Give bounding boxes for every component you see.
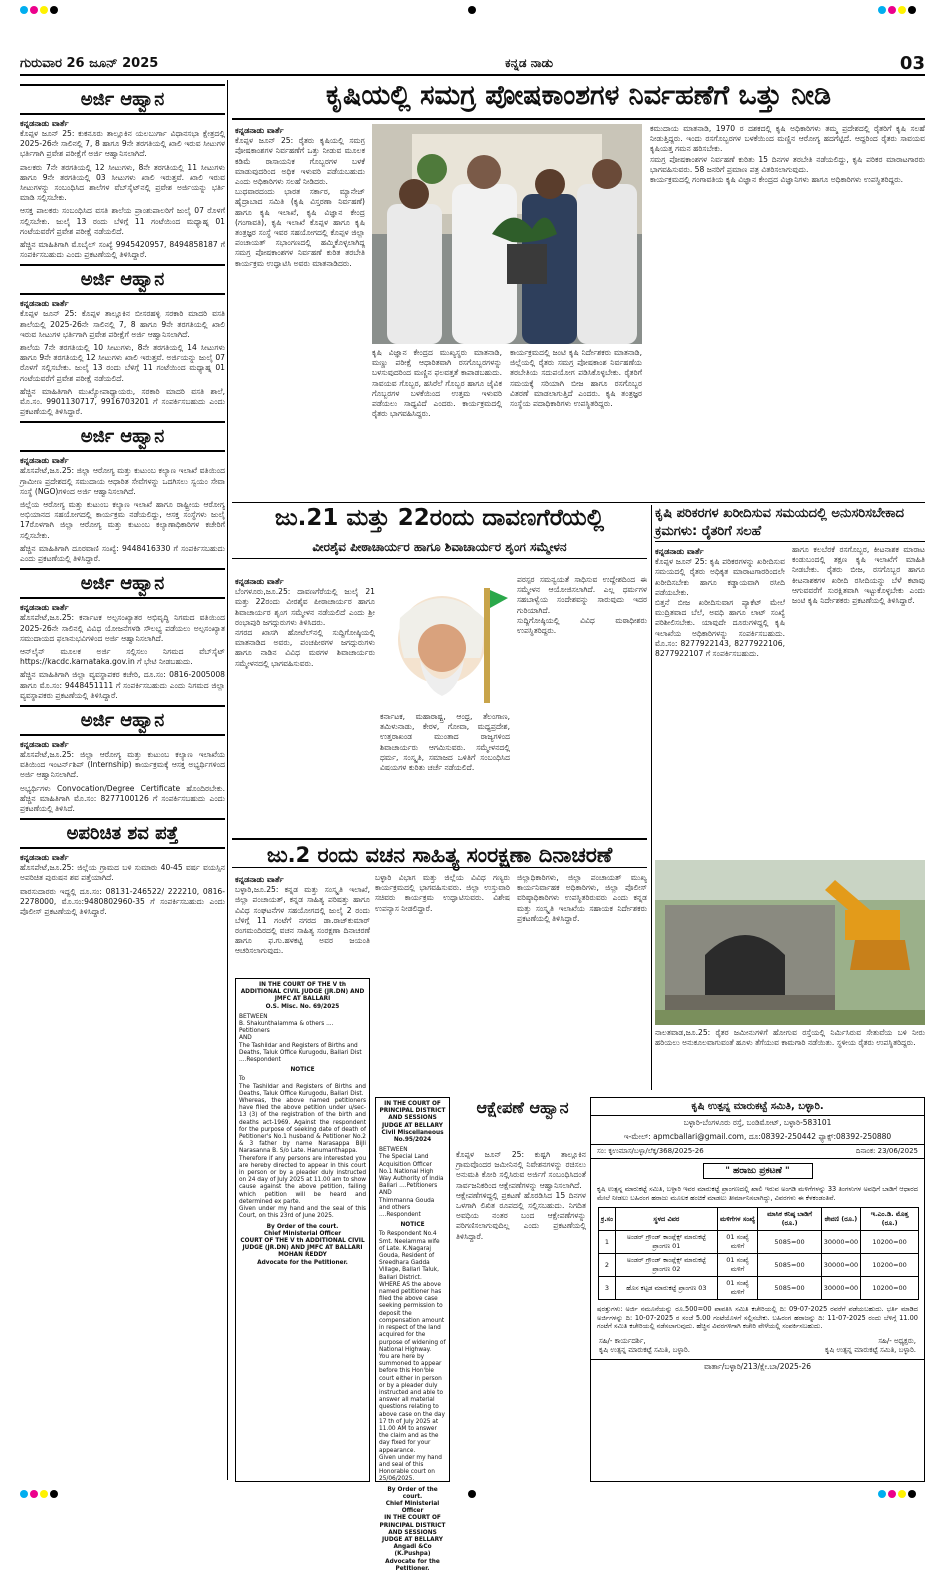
apmc-address: ಬಳ್ಳಾರಿ-ಬೆಂಗಳೂರು ರಸ್ತೆ, ಬಂಡಿಮೋಟ್, ಬಳ್ಳಾರಿ-583101 (683, 1118, 832, 1127)
table-row (599, 1254, 919, 1277)
article2-column-1: ಕನ್ನಡನಾಡು ವಾರ್ತೆ ಬೆಂಗಳೂರು,ಜೂ.25: ದಾವಣಗೆರೆಯಲ್ಲಿ ಜುಲೈ 21 ಮತ್ತು 22ರಂದು ವೀರಶೈವ ಪೀಠಾಚಾರ್ಯರ ಹಾಗೂ ಶಿವಾಚಾರ್ಯರ ಶೃಂಗ ಸಮ್ಮೇಳನ ನಡೆಯಲಿದೆ ಎಂದು ಶ್ರೀ ರಂಭಾಪುರಿ ಜಗದ್ಗುರುಗಳು ತಿಳಿಸಿದರು. ನಗರದ ಖಾಸಗಿ ಹೋಟೆಲ್‌ನಲ್ಲಿ ಸುದ್ದಿಗೋಷ್ಠಿಯಲ್ಲಿ ಮಾತನಾಡಿದ ಅವರು, ಪಂಚಪೀಠಗಳ ಜಗದ್ಗುರುಗಳು ಹಾಗೂ ನಾಡಿನ ವಿವಿಧ ಮಠಗಳ ಶಿವಾಚಾರ್ಯರು ಸಮ್ಮೇಳನದಲ್ಲಿ ಭಾಗವಹಿಸುವರು. (235, 577, 375, 668)
apmc-date: ದಿನಾಂಕ: 23/06/2025 (855, 1147, 918, 1155)
apmc-sign-left: ಸಹಿ/- ಕಾರ್ಯದರ್ಶಿ, ಕೃಷಿ ಉತ್ಪನ್ನ ಮಾರುಕಟ್ಟೆ ಸಮಿತಿ, ಬಳ್ಳಾರಿ. (599, 1336, 690, 1354)
notice-byline: ಕನ್ನಡನಾಡು ವಾರ್ತೆ (20, 299, 69, 309)
left-notice (20, 705, 225, 814)
table-header: ಸ್ಥಳದ ವಿವರ (616, 1208, 718, 1231)
left-notice (20, 421, 225, 564)
article2-portrait (380, 578, 510, 708)
article4-column-1: ಕನ್ನಡನಾಡು ವಾರ್ತೆ ಬಳ್ಳಾರಿ,ಜೂ.25: ಕನ್ನಡ ಮತ್ತು ಸಂಸ್ಕೃತಿ ಇಲಾಖೆ, ಜಿಲ್ಲಾ ಪಂಚಾಯತ್, ಕನ್ನಡ ಸಾಹಿತ್ಯ ಪರಿಷತ್ತು ಹಾಗೂ ವಿವಿಧ ಸಂಘಟನೆಗಳ ಸಹಯೋಗದಲ್ಲಿ ಜುಲೈ 2 ರಂದು ಬೆಳಿಗ್ಗೆ 11 ಗಂಟೆಗೆ ನಗರದ ಡಾ.ರಾಜ್‌ಕುಮಾರ್ ರಂಗಮಂದಿರದಲ್ಲಿ ವಚನ ಸಾಹಿತ್ಯ ಸಂರಕ್ಷಣಾ ದಿನಾಚರಣೆ ಹಾಗೂ ಫ.ಗು.ಹಳಕಟ್ಟಿ ಅವರ ಜಯಂತಿ ಆಚರಿಸಲಾಗುವುದು. (235, 875, 370, 956)
notice-title: ಅರ್ಜಿ ಆಹ್ವಾನ (20, 705, 225, 736)
article1-column-1: ಕನ್ನಡನಾಡು ವಾರ್ತೆ ಕೊಪ್ಪಳ ಜೂನ್ 25: ರೈತರು ಕೃಷಿಯಲ್ಲಿ ಸಮಗ್ರ ಪೋಷಕಾಂಶಗಳ ನಿರ್ವಹಣೆಗೆ ಒತ್ತು ನೀಡುವ ಮೂಲಕ ಕಡಿಮೆ ರಾಸಾಯನಿಕ ಗೊಬ್ಬರಗಳ ಬಳಕೆ ಮಾಡುವುದರಿಂದ ಅಧಿಕ ಇಳುವರಿ ಪಡೆಯಬಹುದು ಎಂದು ಅಧಿಕಾರಿಗಳು ಸಲಹೆ ನೀಡಿದರು. ಬುಧವಾರದಂದು ಭಾರತ ಸರ್ಕಾರ, ಮ್ಯಾನೇಜ್ ಹೈದ್ರಾಬಾದ ಸಮಿತಿ (ಕೃಷಿ ವಿಸ್ತರಣಾ ನಿರ್ವಹಣೆ) ಹಾಗೂ ಕೃಷಿ ಇಲಾಖೆ, ಕೃಷಿ ವಿಜ್ಞಾನ ಕೇಂದ್ರ (ಗಂಗಾವತಿ), ಕೃಷಿ ಇಲಾಖೆ ಕೊಪ್ಪಳ ಹಾಗೂ ಕೃಷಿ ತಂತ್ರಜ್ಞರ ಸಂಸ್ಥೆ ಇವರ ಸಹಯೋಗದಲ್ಲಿ ಕೊಪ್ಪಳ ಜಿಲ್ಲಾ ಪಂಚಾಯತ್ ಸಭಾಂಗಣದಲ್ಲಿ ಹಮ್ಮಿಕೊಳ್ಳಲಾಗಿದ್ದ ಸಮಗ್ರ ಪೋಷಕಾಂಶಗಳ ನಿರ್ವಹಣೆ ಕುರಿತ ತರಬೇತಿ ಕಾರ್ಯಕ್ರಮ ಉದ್ಘಾಟಿಸಿ ಅವರು ಮಾತನಾಡಿದರು. (235, 126, 365, 268)
notice-title: ಅರ್ಜಿ ಆಹ್ವಾನ (20, 568, 225, 599)
table-cell: 2 (599, 1254, 616, 1277)
registration-marks-top (0, 6, 945, 18)
article2-column-2: ಕರ್ನಾಟಕ, ಮಹಾರಾಷ್ಟ್ರ, ಆಂಧ್ರ, ತೆಲಂಗಾಣ, ತಮಿಳುನಾಡು, ಕೇರಳ, ಗೋವಾ, ಮಧ್ಯಪ್ರದೇಶ, ಉತ್ತರಾಖಂಡ ಮುಂತಾದ ರಾಜ್ಯಗಳಿಂದ ಶಿವಾಚಾರ್ಯರು ಆಗಮಿಸುವರು. ಸಮ್ಮೇಳನದಲ್ಲಿ ಧರ್ಮ, ಸಂಸ್ಕೃತಿ, ಸಮಾಜದ ಒಳಿತಿಗೆ ಸಂಬಂಧಿಸಿದ ವಿಷಯಗಳ ಕುರಿತು ಚರ್ಚೆ ನಡೆಯಲಿದೆ. (380, 712, 510, 773)
table-cell: 5085=00 (758, 1231, 821, 1254)
notice-paragraph: ಹೆಚ್ಚಿನ ಮಾಹಿತಿಗಾಗಿ ಮೊಬೈಲ್ ಸಂಖ್ಯೆ 9945420957, 8494858187 ಗೆ ಸಂಪರ್ಕಿಸಬಹುದು ಎಂದು ಪ್ರಕಟಣೆಯಲ್ಲಿ ತಿಳಿಸಿದ್ದಾರೆ. (20, 240, 225, 260)
article3-column-1: ಕನ್ನಡನಾಡು ವಾರ್ತೆ ಕೊಪ್ಪಳ ಜೂನ್ 25: ಕೃಷಿ ಪರಿಕರಗಳನ್ನು ಖರೀದಿಸುವ ಸಮಯದಲ್ಲಿ ರೈತರು ಅಧಿಕೃತ ಮಾರಾಟಗಾರರಿಂದಲೇ ಖರೀದಿಸಬೇಕು ಹಾಗೂ ಕಡ್ಡಾಯವಾಗಿ ರಸೀದಿ ಪಡೆಯಬೇಕು. ಬಿತ್ತನೆ ಬೀಜ ಖರೀದಿಸುವಾಗ ಪ್ಯಾಕೆಟ್ ಮೇಲೆ ಮುದ್ರಿತವಾದ ಬೆಲೆ, ಅವಧಿ ಹಾಗೂ ಲಾಟ್ ಸಂಖ್ಯೆ ಪರಿಶೀಲಿಸಬೇಕು. ಯಾವುದೇ ದೂರುಗಳಿದ್ದಲ್ಲಿ ಕೃಷಿ ಇಲಾಖೆಯ ಅಧಿಕಾರಿಗಳನ್ನು ಸಂಪರ್ಕಿಸಬಹುದು. ಮೊ.ಸಂ: 8277922143, 8277922106, 8277922107 ಗೆ ಸಂಪರ್ಕಿಸಬಹುದು. (655, 547, 785, 659)
notice-byline: ಕನ್ನಡನಾಡು ವಾರ್ತೆ (20, 119, 69, 128)
table-row (599, 1231, 919, 1254)
table-cell: ಅಂಡರ್ ಗ್ರೌಂಡ್ ಕಾಂಪ್ಲೆಕ್ಸ್ ಮಾರುಕಟ್ಟೆ ಪ್ರಾಂಗಣ 01 (616, 1231, 718, 1254)
table-cell: 5085=00 (758, 1277, 821, 1300)
notice-paragraph: ಕೊಪ್ಪಳ ಜೂನ್ 25: ಕೊಪ್ಪಳ ತಾಲ್ಲೂಕಿನ ಬೀಸರಹಳ್ಳಿ ಸರಕಾರಿ ಮಾದರಿ ವಸತಿ ಶಾಲೆಯಲ್ಲಿ 2025-26ನೇ ಸಾಲಿನಲ್ಲಿ 7, 8 ಹಾಗೂ 9ನೇ ತರಗತಿಯಲ್ಲಿ ಖಾಲಿ ಇರುವ ಸೀಟುಗಳ ಭರ್ತಿಗಾಗಿ ಪ್ರವೇಶ ಪರೀಕ್ಷೆಗೆ ಅರ್ಜಿ ಆಹ್ವಾನಿಸಲಾಗಿದೆ. (20, 309, 225, 339)
article3-photo (655, 860, 925, 1025)
notice-title: ಅರ್ಜಿ ಆಹ್ವಾನ (20, 84, 225, 115)
left-notice (20, 84, 225, 260)
table-cell: 10200=00 (861, 1254, 919, 1277)
table-header: ಕ್ರ.ಸಂ (599, 1208, 616, 1231)
notice-paragraph: ಆನ್‌ಲೈನ್ ಮೂಲಕ ಅರ್ಜಿ ಸಲ್ಲಿಸಲು ನಿಗಮದ ವೆಬ್‌ಸೈಟ್ https://kacdc.karnataka.gov.in ಗೆ ಭೇಟಿ ನೀಡಬಹುದು. (20, 646, 225, 667)
article3-column-2: ಹಾಗೂ ಕಲಬೆರಕೆ ರಸಗೊಬ್ಬರ, ಕೀಟನಾಶಕ ಮಾರಾಟ ಕಂಡುಬಂದಲ್ಲಿ ತಕ್ಷಣ ಕೃಷಿ ಇಲಾಖೆಗೆ ಮಾಹಿತಿ ನೀಡಬೇಕು. ರೈತರು ಬೀಜ, ರಸಗೊಬ್ಬರ ಹಾಗೂ ಕೀಟನಾಶಕಗಳ ಖರೀದಿ ರಸೀದಿಯನ್ನು ಬೆಳೆ ಕಟಾವು ಆಗುವವರೆಗೆ ಸುರಕ್ಷಿತವಾಗಿ ಇಟ್ಟುಕೊಳ್ಳಬೇಕು ಎಂದು ಜಂಟಿ ಕೃಷಿ ನಿರ್ದೇಶಕರು ಪ್ರಕಟಣೆಯಲ್ಲಿ ತಿಳಿಸಿದ್ದಾರೆ. (792, 545, 925, 606)
notice-paragraph: ಹೆಚ್ಚಿನ ಮಾಹಿತಿಗಾಗಿ ಮುಖ್ಯೋಪಾಧ್ಯಾಯರು, ಸರಕಾರಿ ಮಾದರಿ ವಸತಿ ಶಾಲೆ, ಮೊ.ಸಂ. 9901130717, 9916703201 ಗೆ ಸಂಪರ್ಕಿಸಬಹುದು ಎಂದು ಪ್ರಕಟಣೆಯಲ್ಲಿ ತಿಳಿಸಿದ್ದಾರೆ. (20, 386, 225, 417)
apmc-ref-number: ಸಂ: ಕೃಉಮಾಸ/ಬಳ್ಳಾ/ಲೆಕ್ಕ/368/2025-26 (597, 1147, 704, 1155)
notice-title: ಅಪರಿಚಿತ ಶವ ಪತ್ತೆ (20, 818, 225, 849)
article1-headline: ಕೃಷಿಯಲ್ಲಿ ಸಮಗ್ರ ಪೋಷಕಾಂಶಗಳ ನಿರ್ವಹಣೆಗೆ ಒತ್ತು ನೀಡಿ (232, 80, 925, 120)
left-notice (20, 568, 225, 701)
page-header (20, 52, 925, 76)
table-header: ಇ.ಎಂ.ಡಿ. ಮೊತ್ತ (ರೂ.) (861, 1208, 919, 1231)
notice-byline: ಕನ್ನಡನಾಡು ವಾರ್ತೆ (20, 853, 69, 863)
issue-date: ಗುರುವಾರ 26 ಜೂನ್ 2025 (20, 55, 159, 71)
notice-byline: ಕನ್ನಡನಾಡು ವಾರ್ತೆ (20, 456, 69, 466)
table-header: ಠೇವಣಿ (ರೂ.) (821, 1208, 860, 1231)
table-cell: 5085=00 (758, 1254, 821, 1277)
table-cell: ಅಂಡರ್ ಗ್ರೌಂಡ್ ಕಾಂಪ್ಲೆಕ್ಸ್ ಮಾರುಕಟ್ಟೆ ಪ್ರಾಂಗಣ 02 (616, 1254, 718, 1277)
table-cell: 30000=00 (821, 1277, 860, 1300)
notice-paragraph: ವಾರಸುದಾರರು ಇದ್ದಲ್ಲಿ ದೂ.ಸಂ: 08131-246522/ 222210, 0816-2278000, ಮೊ.ಸಂ:9480802960-35 ಗೆ ಸಂಪರ್ಕಿಸಬಹುದು ಎಂದು ಪೊಲೀಸ್ ಪ್ರಕಟಣೆಯಲ್ಲಿ ತಿಳಿಸಿದ್ದಾರೆ. (20, 886, 225, 916)
article2-column-3: ಪರಸ್ಪರ ಸಮನ್ವಯತೆ ಸಾಧಿಸುವ ಉದ್ದೇಶದಿಂದ ಈ ಸಮ್ಮೇಳನ ಆಯೋಜಿಸಲಾಗಿದೆ. ಎಲ್ಲ ಧರ್ಮಗಳ ಸಹಬಾಳ್ವೆಯ ಸಂದೇಶವನ್ನು ಸಾರುವುದು ಇದರ ಗುರಿಯಾಗಿದೆ. ಸುದ್ದಿಗೋಷ್ಠಿಯಲ್ಲಿ ವಿವಿಧ ಮಠಾಧೀಶರು ಉಪಸ್ಥಿತರಿದ್ದರು. (517, 575, 647, 636)
article2-headline: ಜು.21 ಮತ್ತು 22ರಂದು ದಾವಣಗೆರೆಯಲ್ಲಿ (274, 505, 605, 531)
notice-paragraph: ಕೊಪ್ಪಳ ಜೂನ್ 25: ಕುಕನೂರು ತಾಲ್ಲೂಕಿನ ಯಲಬುರ್ಗಾ ವಿಧಾನಸಭಾ ಕ್ಷೇತ್ರದಲ್ಲಿ 2025-26ನೇ ಸಾಲಿನಲ್ಲಿ 7, 8 ಹಾಗೂ 9ನೇ ತರಗತಿಯಲ್ಲಿ ಖಾಲಿ ಇರುವ ಸೀಟುಗಳ ಭರ್ತಿಗಾಗಿ ಪ್ರವೇಶ ಪರೀಕ್ಷೆಗೆ ಅರ್ಜಿ ಆಹ್ವಾನಿಸಲಾಗಿದೆ. (20, 129, 225, 159)
article1-column-2: ಕೃಷಿ ವಿಜ್ಞಾನ ಕೇಂದ್ರದ ಮುಖ್ಯಸ್ಥರು ಮಾತನಾಡಿ, ಮಣ್ಣು ಪರೀಕ್ಷೆ ಆಧಾರಿತವಾಗಿ ರಸಗೊಬ್ಬರಗಳನ್ನು ಬಳಸುವುದರಿಂದ ಮಣ್ಣಿನ ಫಲವತ್ತತೆ ಕಾಪಾಡಬಹುದು. ಸಾವಯವ ಗೊಬ್ಬರ, ಹಸಿರೆಲೆ ಗೊಬ್ಬರ ಹಾಗೂ ಜೈವಿಕ ಗೊಬ್ಬರಗಳ ಬಳಕೆಯಿಂದ ಉತ್ತಮ ಇಳುವರಿ ಪಡೆಯಲು ಸಾಧ್ಯವಿದೆ ಎಂದರು. ಕಾರ್ಯಕ್ರಮದಲ್ಲಿ ರೈತರು ಭಾಗವಹಿಸಿದ್ದರು. (372, 348, 502, 419)
apmc-shops-table (598, 1207, 919, 1300)
left-notice (20, 264, 225, 417)
objection-notice-title: ಆಕ್ಷೇಪಣೆ ಆಹ್ವಾನ (476, 1098, 569, 1117)
notice-byline: ಕನ್ನಡನಾಡು ವಾರ್ತೆ (20, 739, 69, 749)
table-cell: 10200=00 (861, 1277, 919, 1300)
article3-headline: ಕೃಷಿ ಪರಿಕರಗಳ ಖರೀದಿಸುವ ಸಮಯದಲ್ಲಿ ಅನುಸರಿಸಬೇಕಾದ ಕ್ರಮಗಳು: ರೈತರಿಗೆ ಸಲಹೆ (655, 505, 925, 542)
table-cell: ಹೊಸ ಕಟ್ಟಡ ಮಾರುಕಟ್ಟೆ ಪ್ರಾಂಗಣ 03 (616, 1277, 718, 1300)
notice-paragraph: ಆಸಕ್ತ ಪಾಲಕರು ಸಂಬಂಧಿಸಿದ ವಸತಿ ಶಾಲೆಯ ಪ್ರಾಂಶುಪಾಲರಿಗೆ ಜುಲೈ 07 ರೊಳಗೆ ಸಲ್ಲಿಸಬೇಕು. ಜುಲೈ 13 ರಂದು ಬೆಳಿಗ್ಗೆ 11 ಗಂಟೆಯಿಂದ ಮಧ್ಯಾಹ್ನ 01 ಗಂಟೆಯವರೆಗೆ ಪ್ರವೇಶ ಪರೀಕ್ಷೆ ನಡೆಯಲಿದೆ. (20, 206, 225, 236)
apmc-contact: ಇ-ಮೇಲ್: apmcballari@gmail.com, ದೂ:08392-250442 ಫ್ಯಾಕ್ಸ್:08392-250880 (623, 1132, 892, 1141)
table-cell: 01 ಸಂಖ್ಯೆ ಮಳಿಗೆ (717, 1277, 758, 1300)
apmc-intro: ಕೃಷಿ ಉತ್ಪನ್ನ ಮಾರುಕಟ್ಟೆ ಸಮಿತಿ, ಬಳ್ಳಾರಿ ಇವರ ಮಾರುಕಟ್ಟೆ ಪ್ರಾಂಗಣದಲ್ಲಿ ಖಾಲಿ ಇರುವ ಅಂಗಡಿ ಮಳಿಗೆಗಳನ್ನು 33 ತಿಂಗಳುಗಳ ಅವಧಿಗೆ ಬಾಡಿಗೆ ಆಧಾರದ ಮೇಲೆ ನೀಡಲು ಬಹಿರಂಗ ಹರಾಜು ಮೂಲಕ ಹಂಚಿಕೆ ಮಾಡಲು ತೀರ್ಮಾನಿಸಲಾಗಿದ್ದು, ವಿವರಗಳು ಈ ಕೆಳಕಂಡಂತಿವೆ. (597, 1185, 918, 1202)
notice-paragraph: ಹೆಚ್ಚಿನ ಮಾಹಿತಿಗಾಗಿ ಜಿಲ್ಲಾ ವ್ಯವಸ್ಥಾಪಕರ ಕಚೇರಿ, ದೂ.ಸಂ: 0816-2005008 ಹಾಗೂ ಮೊ.ಸಂ: 9448451111 ಗೆ ಸಂಪರ್ಕಿಸಬಹುದು ಎಂದು ನಿಗಮದ ಜಿಲ್ಲಾ ವ್ಯವಸ್ಥಾಪಕರು ಪ್ರಕಟಣೆಯಲ್ಲಿ ತಿಳಿಸಿದ್ದಾರೆ. (20, 670, 225, 700)
article2-subheadline: ವೀರಶೈವ ಪೀಠಾಚಾರ್ಯರ ಹಾಗೂ ಶಿವಾಚಾರ್ಯರ ಶೃಂಗ ಸಮ್ಮೇಳನ (232, 540, 647, 559)
notice-byline: ಕನ್ನಡನಾಡು ವಾರ್ತೆ (20, 603, 69, 613)
notice-title: ಅರ್ಜಿ ಆಹ್ವಾನ (20, 421, 225, 452)
apmc-sign-right: ಸಹಿ/- ಅಧ್ಯಕ್ಷರು, ಕೃಷಿ ಉತ್ಪನ್ನ ಮಾರುಕಟ್ಟೆ ಸಮಿತಿ, ಬಳ್ಳಾರಿ. (825, 1336, 916, 1354)
column-divider (227, 80, 228, 1480)
notice-paragraph: ಪಾಲಕರು 7ನೇ ತರಗತಿಯಲ್ಲಿ 12 ಸೀಟುಗಳು, 8ನೇ ತರಗತಿಯಲ್ಲಿ 11 ಸೀಟುಗಳು ಹಾಗೂ 9ನೇ ತರಗತಿಯಲ್ಲಿ 03 ಸೀಟುಗಳು ಖಾಲಿ ಇರುತ್ತವೆ. ಖಾಲಿ ಇರುವ ಸೀಟುಗಳನ್ನು ಸಂಬಂಧಿಸಿದ ಶಾಲೆಗಳ ವೆಬ್‌ಸೈಟ್‌ನಲ್ಲಿ ಪ್ರವೇಶ ಅರ್ಜಿಯನ್ನು ಭರ್ತಿ ಮಾಡಿ ಸಲ್ಲಿಸಬೇಕು. (20, 162, 225, 203)
table-cell: 1 (599, 1231, 616, 1254)
table-cell: 01 ಸಂಖ್ಯೆ ಮಳಿಗೆ (717, 1254, 758, 1277)
apmc-terms: ಷರತ್ತುಗಳು: ಅರ್ಜಿ ನಮೂನೆಯನ್ನು ರೂ.500=00 ಪಾವತಿಸಿ ಸಮಿತಿ ಕಚೇರಿಯಲ್ಲಿ ದಿ: 09-07-2025 ರವರೆಗೆ ಪಡೆಯಬಹುದು. ಭರ್ತಿ ಮಾಡಿದ ಅರ್ಜಿಗಳನ್ನು ದಿ: 10-07-2025 ರ ಸಂಜೆ 5.00 ಗಂಟೆಯೊಳಗೆ ಸಲ್ಲಿಸಬೇಕು. ಬಹಿರಂಗ ಹರಾಜನ್ನು ದಿ: 11-07-2025 ರಂದು ಬೆಳಿಗ್ಗೆ 11.00 ಗಂಟೆಗೆ ಸಮಿತಿ ಕಚೇರಿಯಲ್ಲಿ ನಡೆಸಲಾಗುವುದು. ಹೆಚ್ಚಿನ ವಿವರಗಳಿಗಾಗಿ ಕಚೇರಿ ವೇಳೆಯಲ್ಲಿ ಸಂಪರ್ಕಿಸಬಹುದು. (597, 1305, 918, 1331)
apmc-title: ಕೃಷಿ ಉತ್ಪನ್ನ ಮಾರುಕಟ್ಟೆ ಸಮಿತಿ, ಬಳ್ಳಾರಿ. (591, 1098, 924, 1116)
court-notice-2: IN THE COURT OF PRINCIPAL DISTRICT AND SESSIONS JUDGE AT BELLARY Civil Miscellaneous No.95/2024 BETWEEN The Special Land Acquisition Officer No.1 National High Way Authority of India Ballari ....Petitioners AND Thimmanna Gouda and others ....Respondent NOTICE To Respondent No.4 Smt. Neelamma wife of Late. K.Nagaraj Gouda, Resident of Sreedhara Gadda Village, Ballari Taluk, Ballari District. WHERE AS the above named petitioner has filed the above case seeking permission to deposit the compensation amount in respect of the land acquired for the purpose of widening of National Highway. You are here by summoned to appear before this Hon'ble court either in person or by a pleader duly instructed and able to answer all material questions relating to above case on the day 17 th of July 2025 at 11.00 AM to answer the claim and as the day fixed for your appearance. Given under my hand and seal of this Honorable court on 25/06/2025. By Order of the court. Chief Ministerial Officer IN THE COURT OF PRINCIPAL DISTRICT AND SESSIONS JUDGE AT BELLARY Angadi &Co (K.Pushpa) Advocate for the Petitioner. (375, 1097, 450, 1482)
masthead: ಕನ್ನಡ ನಾಡು (505, 55, 554, 70)
apmc-auction-tag: " ಹರಾಜು ಪ್ರಕಟಣೆ " (703, 1163, 813, 1179)
article4-column-2: ಬಳ್ಳಾರಿ ವಿಭಾಗ ಮತ್ತು ಜಿಲ್ಲೆಯ ವಿವಿಧ ಗಣ್ಯರು ಕಾರ್ಯಕ್ರಮದಲ್ಲಿ ಭಾಗವಹಿಸುವರು. ಜಿಲ್ಲಾ ಉಸ್ತುವಾರಿ ಸಚಿವರು ಕಾರ್ಯಕ್ರಮ ಉದ್ಘಾಟಿಸುವರು. ವಿಶೇಷ ಉಪನ್ಯಾಸ ನೀಡಲಿದ್ದಾರೆ. (375, 873, 510, 913)
article3-photo-caption: ನಾಲತವಾಡ,ಜೂ.25: ರೈತರ ಜಮೀನುಗಳಿಗೆ ಹೋಗುವ ರಸ್ತೆಯಲ್ಲಿ ನಿರ್ಮಿಸಿರುವ ಸೇತುವೆಯ ಬಳಿ ನೀರು ಹರಿಯಲು ಅನುಕೂಲವಾಗುವಂತೆ ಹೂಳು ತೆಗೆಯುವ ಕಾಮಗಾರಿ ನಡೆಯಿತು. ಸ್ಥಳೀಯ ರೈತರು ಉಪಸ್ಥಿತರಿದ್ದರು. (655, 1028, 925, 1048)
table-header: ಮಾಸಿಕ ಕನಿಷ್ಠ ಬಾಡಿಗೆ (ರೂ.) (758, 1208, 821, 1231)
table-header: ಮಳಿಗೆಗಳ ಸಂಖ್ಯೆ (717, 1208, 758, 1231)
notice-paragraph: ಶಾಲೆಯ 7ನೇ ತರಗತಿಯಲ್ಲಿ 10 ಸೀಟುಗಳು, 8ನೇ ತರಗತಿಯಲ್ಲಿ 14 ಸೀಟುಗಳು ಹಾಗೂ 9ನೇ ತರಗತಿಯಲ್ಲಿ 12 ಸೀಟುಗಳು ಖಾಲಿ ಇರುತ್ತವೆ. ಅರ್ಜಿಯನ್ನು ಜುಲೈ 07 ರೊಳಗೆ ಸಲ್ಲಿಸಬೇಕು. ಜುಲೈ 13 ರಂದು ಬೆಳಿಗ್ಗೆ 11 ಗಂಟೆಯಿಂದ ಮಧ್ಯಾಹ್ನ 01 ಗಂಟೆಯವರೆಗೆ ಪ್ರವೇಶ ಪರೀಕ್ಷೆ ನಡೆಯಲಿದೆ. (20, 343, 225, 383)
article1-column-3: ಕಾರ್ಯಕ್ರಮದಲ್ಲಿ ಜಂಟಿ ಕೃಷಿ ನಿರ್ದೇಶಕರು ಮಾತನಾಡಿ, ಜಿಲ್ಲೆಯಲ್ಲಿ ರೈತರು ಸಮಗ್ರ ಪೋಷಕಾಂಶ ನಿರ್ವಹಣೆಯ ತರಬೇತಿಯ ಸದುಪಯೋಗ ಪಡಿಸಿಕೊಳ್ಳಬೇಕು. ರೈತರಿಗೆ ಸಮಯಕ್ಕೆ ಸರಿಯಾಗಿ ಬೀಜ ಹಾಗೂ ರಸಗೊಬ್ಬರ ವಿತರಣೆ ಮಾಡಲಾಗುತ್ತಿದೆ ಎಂದರು. ಕೃಷಿ ತಂತ್ರಜ್ಞರ ಸಂಸ್ಥೆಯ ಪದಾಧಿಕಾರಿಗಳು ಉಪಸ್ಥಿತರಿದ್ದರು. (510, 348, 642, 409)
article1-photo (372, 124, 642, 344)
apmc-release-number: ವಾರ್ತಾ/ಬಳ್ಳಾರಿ/213/ಕ್ಷೇ.ಬಾ/2025-26 (591, 1359, 924, 1374)
article4-headline: ಜು.2 ರಂದು ವಚನ ಸಾಹಿತ್ಯ ಸಂರಕ್ಷಣಾ ದಿನಾಚರಣೆ (232, 838, 647, 868)
article4-body-1: ಬಳ್ಳಾರಿ,ಜೂ.25: ಕನ್ನಡ ಮತ್ತು ಸಂಸ್ಕೃತಿ ಇಲಾಖೆ, ಜಿಲ್ಲಾ ಪಂಚಾಯತ್, ಕನ್ನಡ ಸಾಹಿತ್ಯ ಪರಿಷತ್ತು ಹಾಗೂ ವಿವಿಧ ಸಂಘಟನೆಗಳ ಸಹಯೋಗದಲ್ಲಿ ಜುಲೈ 2 ರಂದು ಬೆಳಿಗ್ಗೆ 11 ಗಂಟೆಗೆ ನಗರದ ಡಾ.ರಾಜ್‌ಕುಮಾರ್ ರಂಗಮಂದಿರದಲ್ಲಿ ವಚನ ಸಾಹಿತ್ಯ ಸಂರಕ್ಷಣಾ ದಿನಾಚರಣೆ ಹಾಗೂ ಫ.ಗು.ಹಳಕಟ್ಟಿ ಅವರ ಜಯಂತಿ ಆಚರಿಸಲಾಗುವುದು. (235, 885, 370, 956)
notice-paragraph: ಹೊಸಪೇಟೆ,ಜೂ.25: ಜಿಲ್ಲೆಯ ಗ್ರಾಮದ ಬಳಿ ಸುಮಾರು 40-45 ವರ್ಷ ವಯಸ್ಸಿನ ಅಪರಿಚಿತ ಪುರುಷನ ಶವ ಪತ್ತೆಯಾಗಿದೆ. (20, 863, 225, 883)
registration-marks-bottom (0, 1490, 945, 1502)
article2-body-1: ಬೆಂಗಳೂರು,ಜೂ.25: ದಾವಣಗೆರೆಯಲ್ಲಿ ಜುಲೈ 21 ಮತ್ತು 22ರಂದು ವೀರಶೈವ ಪೀಠಾಚಾರ್ಯರ ಹಾಗೂ ಶಿವಾಚಾರ್ಯರ ಶೃಂಗ ಸಮ್ಮೇಳನ ನಡೆಯಲಿದೆ ಎಂದು ಶ್ರೀ ರಂಭಾಪುರಿ ಜಗದ್ಗುರುಗಳು ತಿಳಿಸಿದರು. ನಗರದ ಖಾಸಗಿ ಹೋಟೆಲ್‌ನಲ್ಲಿ ಸುದ್ದಿಗೋಷ್ಠಿಯಲ್ಲಿ ಮಾತನಾಡಿದ ಅವರು, ಪಂಚಪೀಠಗಳ ಜಗದ್ಗುರುಗಳು ಹಾಗೂ ನಾಡಿನ ವಿವಿಧ ಮಠಗಳ ಶಿವಾಚಾರ್ಯರು ಸಮ್ಮೇಳನದಲ್ಲಿ ಭಾಗವಹಿಸುವರು. (235, 587, 375, 668)
notice-paragraph: ಅಭ್ಯರ್ಥಿಗಳು Convocation/Degree Certificate ಹೊಂದಿರಬೇಕು. ಹೆಚ್ಚಿನ ಮಾಹಿತಿಗಾಗಿ ಮೊ.ಸಂ: 8277100126 ಗೆ ಸಂಪರ್ಕಿಸಬಹುದು ಎಂದು ಪ್ರಕಟಣೆಯಲ್ಲಿ ತಿಳಿಸಿದೆ. (20, 783, 225, 813)
table-cell: 01 ಸಂಖ್ಯೆ ಮಳಿಗೆ (717, 1231, 758, 1254)
left-notice (20, 818, 225, 917)
notice-paragraph: ಜಿಲ್ಲೆಯ ಆರೋಗ್ಯ ಮತ್ತು ಕುಟುಂಬ ಕಲ್ಯಾಣ ಇಲಾಖೆ ಹಾಗೂ ರಾಷ್ಟ್ರೀಯ ಆರೋಗ್ಯ ಅಭಿಯಾನದ ಸಹಯೋಗದಲ್ಲಿ ಕಾರ್ಯಕ್ರಮ ನಡೆಯಲಿದ್ದು, ಆಸಕ್ತ ಸಂಸ್ಥೆಗಳು ಜುಲೈ 17ರೊಳಗಾಗಿ ಜಿಲ್ಲಾ ಆರೋಗ್ಯ ಮತ್ತು ಕುಟುಂಬ ಕಲ್ಯಾಣಾಧಿಕಾರಿಗಳ ಕಚೇರಿಗೆ ಸಲ್ಲಿಸಬೇಕು. (20, 500, 225, 540)
table-cell: 30000=00 (821, 1231, 860, 1254)
page-number: 03 (899, 52, 925, 74)
table-cell: 30000=00 (821, 1254, 860, 1277)
notice-paragraph: ಹೊಸಪೇಟೆ,ಜೂ.25: ಕರ್ನಾಟಕ ಅಲ್ಪಸಂಖ್ಯಾತರ ಅಭಿವೃದ್ಧಿ ನಿಗಮದ ವತಿಯಿಂದ 2025-26ನೇ ಸಾಲಿನಲ್ಲಿ ವಿವಿಧ ಯೋಜನೆಗಳಡಿ ಸೌಲಭ್ಯ ಪಡೆಯಲು ಅಲ್ಪಸಂಖ್ಯಾತ ಸಮುದಾಯದ ಫಲಾನುಭವಿಗಳಿಂದ ಅರ್ಜಿ ಆಹ್ವಾನಿಸಲಾಗಿದೆ. (20, 613, 225, 643)
left-column (20, 80, 225, 1480)
notice-paragraph: ಹೆಚ್ಚಿನ ಮಾಹಿತಿಗಾಗಿ ದೂರವಾಣಿ ಸಂಖ್ಯೆ: 9448416330 ಗೆ ಸಂಪರ್ಕಿಸಬಹುದು ಎಂದು ಪ್ರಕಟಣೆಯಲ್ಲಿ ತಿಳಿಸಿದ್ದಾರೆ. (20, 543, 225, 564)
notice-paragraph: ಹೊಸಪೇಟೆ,ಜೂ.25: ಜಿಲ್ಲಾ ಆರೋಗ್ಯ ಮತ್ತು ಕುಟುಂಬ ಕಲ್ಯಾಣ ಇಲಾಖೆ ವತಿಯಿಂದ ಗ್ರಾಮೀಣ ಪ್ರದೇಶದಲ್ಲಿ ಸಮುದಾಯ ಆಧಾರಿತ ಸೇವೆಗಳನ್ನು ಒದಗಿಸಲು ಸ್ವಯಂ ಸೇವಾ ಸಂಸ್ಥೆ (NGO)ಗಳಿಂದ ಅರ್ಜಿ ಆಹ್ವಾನಿಸಲಾಗಿದೆ. (20, 466, 225, 496)
article1-column-4: ಕಮುದಾಯ ಮಾತನಾಡಿ, 1970 ರ ದಶಕದಲ್ಲಿ ಕೃಷಿ ಅಧಿಕಾರಿಗಳು ತಮ್ಮ ಪ್ರದೇಶದಲ್ಲಿ ರೈತರಿಗೆ ಕೃಷಿ ಸಲಹೆ ನೀಡುತ್ತಿದ್ದರು. ಇಂದು ರಸಗೊಬ್ಬರಗಳ ಬಳಕೆಯಿಂದ ಮಣ್ಣಿನ ಆರೋಗ್ಯ ಹದಗೆಟ್ಟಿದೆ. ಆದ್ದರಿಂದ ರೈತರು ಸಾವಯವ ಕೃಷಿಯತ್ತ ಗಮನ ಹರಿಸಬೇಕು. ಸಮಗ್ರ ಪೋಷಕಾಂಶಗಳ ನಿರ್ವಹಣೆ ಕುರಿತು 15 ದಿನಗಳ ತರಬೇತಿ ನಡೆಯಲಿದ್ದು, ಕೃಷಿ ಪರಿಕರ ಮಾರಾಟಗಾರರು ಭಾಗವಹಿಸುವರು. 58 ಜನರಿಗೆ ಪ್ರಮಾಣ ಪತ್ರ ವಿತರಿಸಲಾಗುವುದು. ಕಾರ್ಯಕ್ರಮದಲ್ಲಿ ಗಂಗಾವತಿಯ ಕೃಷಿ ವಿಜ್ಞಾನ ಕೇಂದ್ರದ ವಿಜ್ಞಾನಿಗಳು ಹಾಗೂ ಅಧಿಕಾರಿಗಳು ಉಪಸ್ಥಿತರಿದ್ದರು. (650, 124, 925, 185)
article4-column-3: ಜಿಲ್ಲಾಧಿಕಾರಿಗಳು, ಜಿಲ್ಲಾ ಪಂಚಾಯತ್ ಮುಖ್ಯ ಕಾರ್ಯನಿರ್ವಾಹಕ ಅಧಿಕಾರಿಗಳು, ಜಿಲ್ಲಾ ಪೊಲೀಸ್ ವರಿಷ್ಠಾಧಿಕಾರಿಗಳು ಉಪಸ್ಥಿತರಿರುವರು ಎಂದು ಕನ್ನಡ ಮತ್ತು ಸಂಸ್ಕೃತಿ ಇಲಾಖೆಯ ಸಹಾಯಕ ನಿರ್ದೇಶಕರು ಪ್ರಕಟಣೆಯಲ್ಲಿ ತಿಳಿಸಿದ್ದಾರೆ. (517, 873, 647, 923)
notice-title: ಅರ್ಜಿ ಆಹ್ವಾನ (20, 264, 225, 295)
article1-body-1: ಕೊಪ್ಪಳ ಜೂನ್ 25: ರೈತರು ಕೃಷಿಯಲ್ಲಿ ಸಮಗ್ರ ಪೋಷಕಾಂಶಗಳ ನಿರ್ವಹಣೆಗೆ ಒತ್ತು ನೀಡುವ ಮೂಲಕ ಕಡಿಮೆ ರಾಸಾಯನಿಕ ಗೊಬ್ಬರಗಳ ಬಳಕೆ ಮಾಡುವುದರಿಂದ ಅಧಿಕ ಇಳುವರಿ ಪಡೆಯಬಹುದು ಎಂದು ಅಧಿಕಾರಿಗಳು ಸಲಹೆ ನೀಡಿದರು. ಬುಧವಾರದಂದು ಭಾರತ ಸರ್ಕಾರ, ಮ್ಯಾನೇಜ್ ಹೈದ್ರಾಬಾದ ಸಮಿತಿ (ಕೃಷಿ ವಿಸ್ತರಣಾ ನಿರ್ವಹಣೆ) ಹಾಗೂ ಕೃಷಿ ಇಲಾಖೆ, ಕೃಷಿ ವಿಜ್ಞಾನ ಕೇಂದ್ರ (ಗಂಗಾವತಿ), ಕೃಷಿ ಇಲಾಖೆ ಕೊಪ್ಪಳ ಹಾಗೂ ಕೃಷಿ ತಂತ್ರಜ್ಞರ ಸಂಸ್ಥೆ ಇವರ ಸಹಯೋಗದಲ್ಲಿ ಕೊಪ್ಪಳ ಜಿಲ್ಲಾ ಪಂಚಾಯತ್ ಸಭಾಂಗಣದಲ್ಲಿ ಹಮ್ಮಿಕೊಳ್ಳಲಾಗಿದ್ದ ಸಮಗ್ರ ಪೋಷಕಾಂಶಗಳ ನಿರ್ವಹಣೆ ಕುರಿತ ತರಬೇತಿ ಕಾರ್ಯಕ್ರಮ ಉದ್ಘಾಟಿಸಿ ಅವರು ಮಾತನಾಡಿದರು. (235, 136, 365, 268)
table-row (599, 1277, 919, 1300)
apmc-auction-notice (590, 1097, 925, 1482)
table-cell: 3 (599, 1277, 616, 1300)
court-notice-1: IN THE COURT OF THE V th ADDITIONAL CIVIL JUDGE (JR.DN) AND JMFC AT BALLARI O.S. Misc. No. 69/2025 BETWEEN B. Shakunthalamma & others .... Petitioners AND The Tashildar and Registers of Births and Deaths, Taluk Office Kurugodu, Ballari Dist ....Respondent NOTICE To The Tashildar and Registers of Births and Deaths, Taluk Office Kurugodu, Ballari Dist. Whereas, the above named petitioners have filed the above petition under u/sec-13 (3) of the registration of the birth and deaths act-1969. Against the respondent for the purpose of seeking date of death of Petitioner's No.1 husband & Petitioner No.2 & 3 father by name Narasappa Bijli Narasanna B. S/o Late. Hanumanthappa. Therefore if any persons are interested you are hereby directed to appear in this court in person or by a pleader duly instructed on 24 day of July 2025 at 11.00 am to show cause against the above petition, failing which petition will be heard and determined ex parte. Given under my hand and the seal of this Court, on this 23rd of June 2025. By Order of the court. Chief Ministerial Officer COURT OF THE V th ADDITIONAL CIVIL JUDGE (JR.DN) AND JMFC AT BALLARI MOHAN REDDY Advocate for the Petitioner. (235, 978, 370, 1482)
objection-notice-body: ಕೊಪ್ಪಳ ಜೂನ್ 25: ಕುಷ್ಟಗಿ ತಾಲ್ಲೂಕಿನ ಗ್ರಾಮವೊಂದರ ಜಮೀನಿನಲ್ಲಿ ನಿವೇಶನಗಳನ್ನು ರಚಿಸಲು ಅನುಮತಿ ಕೋರಿ ಸಲ್ಲಿಸಿರುವ ಅರ್ಜಿಗೆ ಸಂಬಂಧಿಸಿದಂತೆ ಸಾರ್ವಜನಿಕರಿಂದ ಆಕ್ಷೇಪಣೆಗಳನ್ನು ಆಹ್ವಾನಿಸಲಾಗಿದೆ. ಆಕ್ಷೇಪಣೆಗಳಿದ್ದಲ್ಲಿ ಪ್ರಕಟಣೆ ಹೊರಡಿಸಿದ 15 ದಿನಗಳ ಒಳಗಾಗಿ ಲಿಖಿತ ರೂಪದಲ್ಲಿ ಸಲ್ಲಿಸಬಹುದು. ನಿಗದಿತ ಅವಧಿಯ ನಂತರ ಬಂದ ಆಕ್ಷೇಪಣೆಗಳನ್ನು ಪರಿಗಣಿಸಲಾಗುವುದಿಲ್ಲ ಎಂದು ಪ್ರಕಟಣೆಯಲ್ಲಿ ತಿಳಿಸಿದ್ದಾರೆ. (456, 1150, 586, 1241)
notice-paragraph: ಹೊಸಪೇಟೆ,ಜೂ.25: ಜಿಲ್ಲಾ ಆರೋಗ್ಯ ಮತ್ತು ಕುಟುಂಬ ಕಲ್ಯಾಣ ಇಲಾಖೆಯ ವತಿಯಿಂದ ಇಂಟರ್ನ್‌ಶಿಪ್ (Internship) ಕಾರ್ಯಕ್ರಮಕ್ಕೆ ಆಸಕ್ತ ಅಭ್ಯರ್ಥಿಗಳಿಂದ ಅರ್ಜಿ ಆಹ್ವಾನಿಸಲಾಗಿದೆ. (20, 749, 225, 780)
table-cell: 10200=00 (861, 1231, 919, 1254)
article3-body-1: ಕೊಪ್ಪಳ ಜೂನ್ 25: ಕೃಷಿ ಪರಿಕರಗಳನ್ನು ಖರೀದಿಸುವ ಸಮಯದಲ್ಲಿ ರೈತರು ಅಧಿಕೃತ ಮಾರಾಟಗಾರರಿಂದಲೇ ಖರೀದಿಸಬೇಕು ಹಾಗೂ ಕಡ್ಡಾಯವಾಗಿ ರಸೀದಿ ಪಡೆಯಬೇಕು. ಬಿತ್ತನೆ ಬೀಜ ಖರೀದಿಸುವಾಗ ಪ್ಯಾಕೆಟ್ ಮೇಲೆ ಮುದ್ರಿತವಾದ ಬೆಲೆ, ಅವಧಿ ಹಾಗೂ ಲಾಟ್ ಸಂಖ್ಯೆ ಪರಿಶೀಲಿಸಬೇಕು. ಯಾವುದೇ ದೂರುಗಳಿದ್ದಲ್ಲಿ ಕೃಷಿ ಇಲಾಖೆಯ ಅಧಿಕಾರಿಗಳನ್ನು ಸಂಪರ್ಕಿಸಬಹುದು. ಮೊ.ಸಂ: 8277922143, 8277922106, 8277922107 ಗೆ ಸಂಪರ್ಕಿಸಬಹುದು. (655, 557, 785, 659)
